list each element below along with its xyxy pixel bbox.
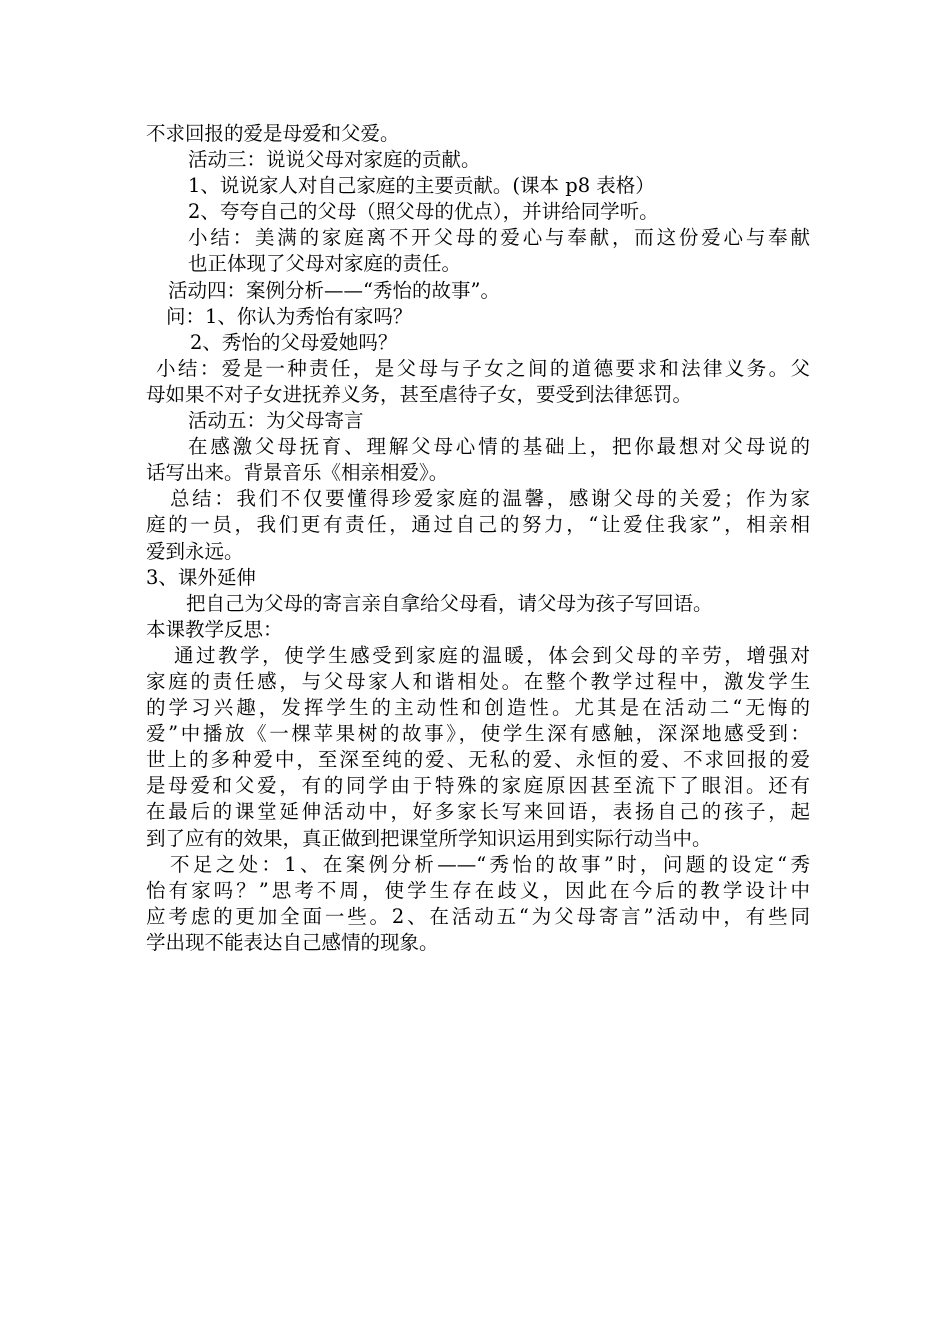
text-line: 小结：爱是一种责任，是父母与子女之间的道德要求和法律义务。父	[156, 356, 810, 380]
text-line: 爱到永远。	[146, 539, 244, 563]
text-line: 应考虑的更加全面一些。2、在活动五“为父母寄言”活动中，有些同	[146, 904, 810, 928]
text-line: 也正体现了父母对家庭的责任。	[188, 252, 462, 276]
text-line: 1、说说家人对自己家庭的主要贡献。(课本 p8 表格）	[188, 174, 655, 198]
text-line: 在感激父母抚育、理解父母心情的基础上，把你最想对父母说的	[188, 435, 810, 459]
text-line: 怡有家吗？”思考不周，使学生存在歧义，因此在今后的教学设计中	[146, 878, 810, 902]
activity-four-heading: 活动四：案例分析——“秀怡的故事”。	[168, 278, 500, 302]
text-line: 在最后的课堂延伸活动中，好多家长写来回语，表扬自己的孩子，起	[146, 800, 810, 824]
text-line: 世上的多种爱中，至深至纯的爱、无私的爱、永恒的爱、不求回报的爱	[146, 748, 810, 772]
text-line: 爱”中播放《一棵苹果树的故事》，使学生深有感触，深深地感受到：	[146, 722, 810, 746]
text-line: 家庭的责任感，与父母家人和谐相处。在整个教学过程中，激发学生	[146, 669, 810, 693]
text-line: 小结：美满的家庭离不开父母的爱心与奉献，而这份爱心与奉献	[188, 226, 810, 250]
text-line: 是母爱和父爱，有的同学由于特殊的家庭原因甚至流下了眼泪。还有	[146, 774, 810, 798]
text-line: 到了应有的效果，真正做到把课堂所学知识运用到实际行动当中。	[146, 826, 712, 850]
text-line: 庭的一员，我们更有责任，通过自己的努力，“让爱住我家”，相亲相	[146, 513, 810, 537]
section-heading: 3、课外延伸	[146, 565, 256, 589]
text-line: 2、秀怡的父母爱她吗？	[190, 330, 398, 354]
activity-five-heading: 活动五：为父母寄言	[188, 409, 364, 433]
text-line: 学出现不能表达自己感情的现象。	[146, 930, 439, 954]
activity-three-heading: 活动三：说说父母对家庭的贡献。	[188, 148, 481, 172]
text-line: 把自己为父母的寄言亲自拿给父母看，请父母为孩子写回语。	[186, 591, 713, 615]
text-line: 通过教学，使学生感受到家庭的温暖，体会到父母的辛劳，增强对	[174, 643, 810, 667]
text-line: 母如果不对子女进抚养义务，甚至虐待子女，要受到法律惩罚。	[146, 382, 693, 406]
document-body	[146, 121, 810, 956]
text-line: 问：1、你认为秀怡有家吗？	[166, 304, 413, 328]
text-line: 的学习兴趣，发挥学生的主动性和创造性。尤其是在活动二“无悔的	[146, 696, 810, 720]
section-heading: 本课教学反思：	[146, 617, 283, 641]
text-line: 不求回报的爱是母爱和父爱。	[146, 122, 400, 145]
shortcomings-line: 不足之处：1、在案例分析——“秀怡的故事”时，问题的设定“秀	[170, 852, 810, 876]
text-line: 话写出来。背景音乐《相亲相爱》。	[146, 461, 449, 485]
summary-line: 总结：我们不仅要懂得珍爱家庭的温馨，感谢父母的关爱；作为家	[170, 487, 810, 511]
text-line: 2、夸夸自己的父母（照父母的优点），并讲给同学听。	[188, 200, 659, 224]
